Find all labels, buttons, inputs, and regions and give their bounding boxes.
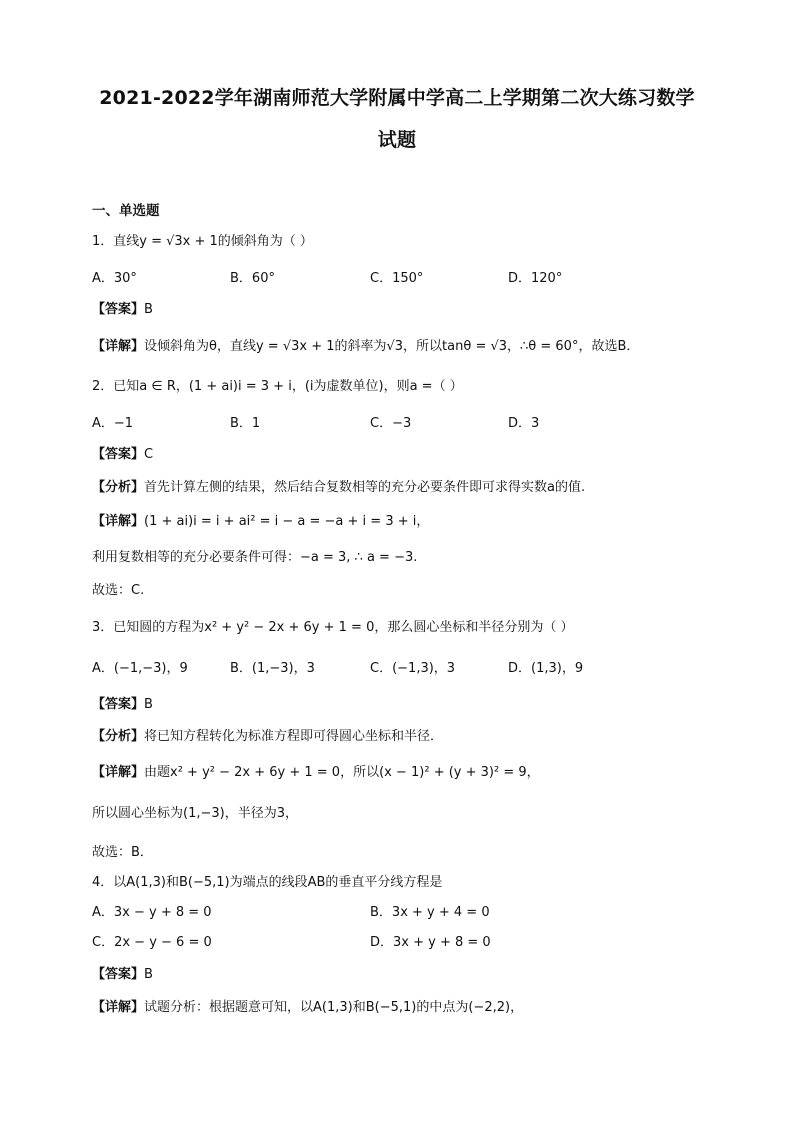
q3-detail-text: 由题x² + y² − 2x + 6y + 1 = 0，所以(x − 1)² + (y + 3)² = 9， [144, 765, 540, 780]
q2-conclusion: 故选：C. [92, 583, 145, 598]
q3-conclusion: 故选：B． [92, 845, 153, 860]
q1-detail [92, 338, 639, 356]
section-heading: 一、单选题 [92, 203, 160, 219]
q2-analysis-text: 首先计算左侧的结果，然后结合复数相等的充分必要条件即可求得实数a的值. [144, 480, 586, 495]
q4-option-c: C．2x − y − 6 = 0 [92, 935, 212, 950]
analysis-tag: 【分析】 [92, 480, 145, 495]
q2-detail [92, 513, 429, 531]
detail-tag: 【详解】 [92, 765, 145, 780]
q3-option-d: D．(1,3)，9 [508, 661, 584, 676]
answer-tag: 【答案】 [92, 967, 145, 982]
q2-option-a: A．−1 [92, 416, 134, 431]
q1-stem: 1．直线y = √3x + 1的倾斜角为（ ） [92, 234, 313, 249]
q4-option-d: D．3x + y + 8 = 0 [370, 935, 491, 950]
q3-detail [92, 764, 540, 782]
q4-answer-value: B [144, 967, 153, 982]
doc-title-line2: 试题 [377, 129, 417, 151]
q3-option-b: B．(1,−3)，3 [230, 661, 315, 676]
analysis-tag: 【分析】 [92, 729, 145, 744]
q4-option-b: B．3x + y + 4 = 0 [370, 905, 490, 920]
q1-answer [92, 301, 153, 319]
q3-analysis-text: 将已知方程转化为标准方程即可得圆心坐标和半径． [144, 729, 444, 744]
answer-tag: 【答案】 [92, 697, 145, 712]
detail-tag: 【详解】 [92, 514, 145, 529]
q1-option-c: C．150° [370, 271, 424, 286]
q1-option-a: A．30° [92, 271, 137, 286]
q3-analysis [92, 728, 443, 746]
q3-answer [92, 696, 153, 714]
q2-line2: 利用复数相等的充分必要条件可得：−a = 3, ∴ a = −3. [92, 550, 418, 565]
q3-line2: 所以圆心坐标为(1,−3)，半径为3， [92, 806, 298, 821]
q2-answer [92, 446, 153, 464]
q3-answer-value: B [144, 697, 153, 712]
q2-option-b: B．1 [230, 416, 261, 431]
q3-option-c: C．(−1,3)，3 [370, 661, 456, 676]
q4-detail-text: 试题分析：根据题意可知，以A(1,3)和B(−5,1)的中点为(−2,2)， [144, 1000, 524, 1015]
q2-analysis [92, 479, 585, 497]
q3-option-a: A．(−1,−3)，9 [92, 661, 188, 676]
q4-stem: 4．以A(1,3)和B(−5,1)为端点的线段AB的垂直平分线方程是 [92, 875, 443, 890]
q4-option-a: A．3x − y + 8 = 0 [92, 905, 212, 920]
detail-tag: 【详解】 [92, 1000, 145, 1015]
q1-option-b: B．60° [230, 271, 275, 286]
q2-detail-text: (1 + ai)i = i + ai² = i − a = −a + i = 3 + i， [144, 514, 430, 529]
q4-answer [92, 966, 153, 984]
detail-tag: 【详解】 [92, 339, 145, 354]
answer-tag: 【答案】 [92, 447, 145, 462]
q3-stem: 3．已知圆的方程为x² + y² − 2x + 6y + 1 = 0，那么圆心坐标和半径分别为（ ） [92, 620, 574, 635]
answer-tag: 【答案】 [92, 302, 145, 317]
q2-answer-value: C [144, 447, 154, 462]
q2-option-d: D．3 [508, 416, 540, 431]
q4-detail [92, 999, 523, 1017]
doc-title-line1: 2021-2022学年湖南师范大学附属中学高二上学期第二次大练习数学 [99, 87, 695, 109]
q2-option-c: C．−3 [370, 416, 412, 431]
q1-option-d: D．120° [508, 271, 563, 286]
q1-answer-value: B [144, 302, 153, 317]
q1-detail-text: 设倾斜角为θ，直线y = √3x + 1的斜率为√3，所以tanθ = √3，∴θ = 60°，故选B． [144, 339, 640, 354]
q2-stem: 2．已知a ∈ R，(1 + ai)i = 3 + i，(i为虚数单位)，则a =（ ） [92, 379, 463, 394]
